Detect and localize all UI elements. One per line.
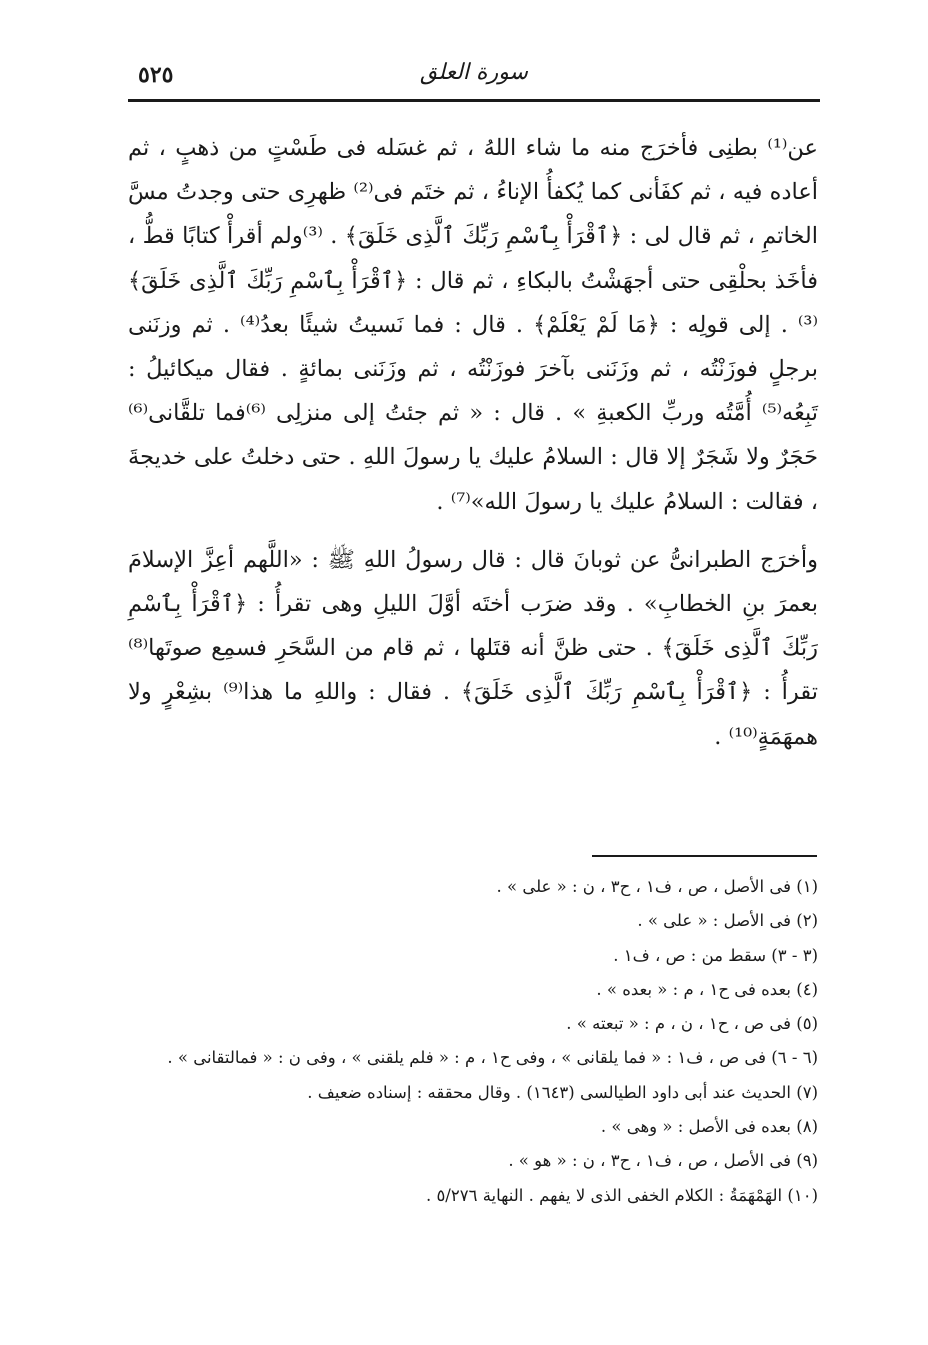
footnote-6: (٦ - ٦) فى ص ، ف١ : « فما يلقانى » ، وفى ح١ ، م : « فلم يلقنى » ، وفى ن : « فمالتقانى » . bbox=[167, 1048, 818, 1068]
footnote-4: (٤) بعده فى ح١ ، م : « بعده » . bbox=[596, 979, 818, 999]
footnote-3: (٣ - ٣) سقط من : ص ، ف١ . bbox=[613, 945, 818, 965]
surah-title: سورة العلق bbox=[419, 60, 528, 85]
header-rule bbox=[128, 99, 820, 102]
footnote-9: (٩) فى الأصل ، ص ، ف١ ، ح٣ ، ن : « هو » . bbox=[508, 1151, 818, 1171]
footnote-1: (١) فى الأصل ، ص ، ف١ ، ح٣ ، ن : « على » . bbox=[496, 877, 818, 896]
footnote-10: (١٠) الهَمْهَمَةُ : الكلام الخفى الذى لا يفهم . النهاية ٥/٢٧٦ . bbox=[425, 1185, 818, 1205]
body-text bbox=[128, 126, 818, 759]
running-header bbox=[128, 56, 820, 96]
paragraph-hadith-1: عن⁽¹⁾ بطنِى فأخرَج منه ما شاء اللهُ ، ثم غسَله فى طَسْتٍ من ذهبٍ ، ثم أعاده فيه ، ثم كفَأنى كما يُكفأُ الإناءُ ، ثم ختَم فى⁽²⁾ ظهرِى حتى وجدتُ مسَّ الخاتمِ ، ثم قال لى : ﴿ٱقْرَأْ بِٱسْمِ رَبِّكَ ٱلَّذِى خَلَقَ﴾ . ⁽³⁾ولم أقرأْ كتابًا قطُّ ، فأخَذ بحلْقِى حتى أجهَشْتُ بالبكاءِ ، ثم قال : ﴿ٱقْرَأْ بِٱسْمِ رَبِّكَ ٱلَّذِى خَلَقَ﴾⁽³⁾ . إلى قولِه : ﴿مَا لَمْ يَعْلَمْ﴾ . قال : فما نَسيتُ شيئًا بعدُ⁽⁴⁾ . ثم وزنَنى برجلٍ فوزَنْتُه ، ثم وزَنَنى بآخرَ فوزَنْتُه ، ثم وزَنَنى بمائةٍ . فقال ميكائيلُ : تَبِعُه⁽⁵⁾ أُمَّتُه وربِّ الكعبةِ » . قال : « ثم جئتُ إلى منزلِى ⁽⁶⁾فما تلقَّانى⁽⁶⁾ حَجَرٌ ولا شَجَرٌ إلا قال : السلامُ عليك يا رسولَ اللهِ . حتى دخلتُ على خديجةَ ، فقالت : السلامُ عليك يا رسولَ الله»⁽⁷⁾ . bbox=[128, 135, 818, 515]
footnote-8: (٨) بعده فى الأصل : « وهى » . bbox=[600, 1117, 818, 1137]
footnote-5: (٥) فى ص ، ح١ ، ن ، م : « تبعته » . bbox=[566, 1014, 818, 1034]
footnote-2: (٢) فى الأصل : « على » . bbox=[637, 911, 818, 931]
footnote-7: (٧) الحديث عند أبى داود الطيالسى (١٦٤٣) . وقال محققه : إسناده ضعيف . bbox=[307, 1082, 818, 1102]
page-number: ٥٢٥ bbox=[138, 62, 174, 88]
paragraph-hadith-2: وأخرَج الطبرانىُّ عن ثوبانَ قال : قال رسولُ اللهِ ﷺ : «اللَّهم أعِزَّ الإسلامَ بعمرَ بنِ الخطابِ» . وقد ضرَب أختَه أوَّلَ الليلِ وهى تقرأُ : ﴿ٱقْرَأْ بِٱسْمِ رَبِّكَ ٱلَّذِى خَلَقَ﴾ . حتى ظنَّ أنه قتَلها ، ثم قام من السَّحَرِ فسمِع صوتَها⁽⁸⁾ تقرأُ : ﴿ٱقْرَأْ بِٱسْمِ رَبِّكَ ٱلَّذِى خَلَقَ﴾ . فقال : واللهِ ما هذا⁽⁹⁾ بشِعْرٍ ولا همهَمَةٍ⁽¹⁰⁾ . bbox=[128, 546, 818, 750]
footnote-separator bbox=[592, 855, 817, 857]
footnotes-list bbox=[128, 870, 818, 1213]
